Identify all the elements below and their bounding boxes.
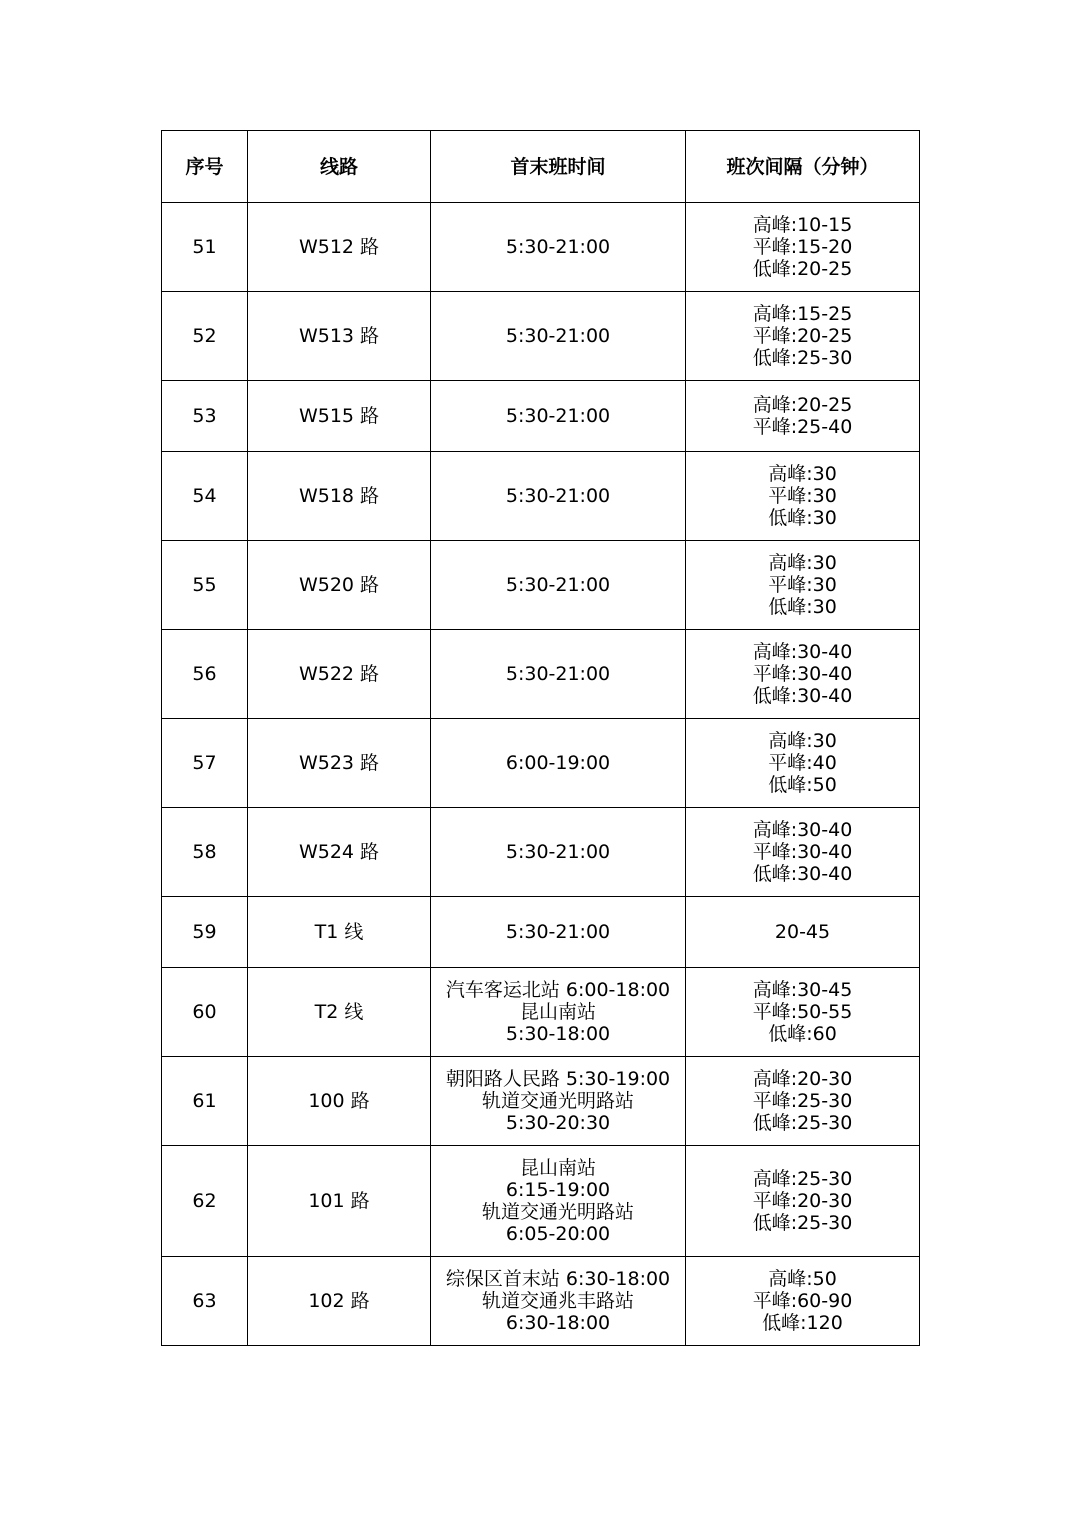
- cell-interval: [686, 719, 920, 808]
- cell-route: T1 线: [248, 897, 431, 968]
- cell-interval: [686, 292, 920, 381]
- time-line: 6:30-18:00: [505, 1312, 611, 1334]
- header-route: 线路: [248, 131, 431, 203]
- cell-seq-no: 62: [162, 1146, 248, 1257]
- table-row: [162, 1057, 920, 1146]
- cell-first-last-time: [431, 630, 686, 719]
- time-line: 5:30-21:00: [505, 841, 611, 863]
- interval-line: 高峰:15-25: [752, 303, 853, 325]
- table-row: [162, 541, 920, 630]
- time-line: 汽车客运北站 6:00-18:00: [445, 979, 671, 1001]
- time-line: 昆山南站: [519, 1157, 596, 1179]
- cell-route: W524 路: [248, 808, 431, 897]
- cell-seq-no: 53: [162, 381, 248, 452]
- table-row: [162, 897, 920, 968]
- interval-line: 低峰:30: [768, 507, 837, 529]
- interval-line: 高峰:25-30: [752, 1168, 853, 1190]
- bus-schedule-table: [161, 130, 920, 1346]
- interval-line: 平峰:30: [768, 485, 837, 507]
- time-line: 5:30-21:00: [505, 325, 611, 347]
- time-line: 5:30-20:30: [505, 1112, 611, 1134]
- table-row: [162, 1257, 920, 1346]
- interval-line: 低峰:60: [768, 1023, 837, 1045]
- interval-line: 低峰:30: [768, 596, 837, 618]
- interval-line: 20-45: [774, 921, 831, 943]
- cell-interval: [686, 452, 920, 541]
- time-line: 5:30-21:00: [505, 574, 611, 596]
- cell-first-last-time: [431, 897, 686, 968]
- cell-interval: [686, 541, 920, 630]
- interval-line: 平峰:25-40: [752, 416, 853, 438]
- interval-line: 高峰:30: [768, 730, 837, 752]
- interval-line: 高峰:30-45: [752, 979, 853, 1001]
- cell-first-last-time: [431, 968, 686, 1057]
- cell-first-last-time: [431, 203, 686, 292]
- time-line: 5:30-21:00: [505, 405, 611, 427]
- cell-seq-no: 55: [162, 541, 248, 630]
- interval-line: 平峰:60-90: [752, 1290, 853, 1312]
- cell-route: W512 路: [248, 203, 431, 292]
- cell-seq-no: 54: [162, 452, 248, 541]
- cell-route: 102 路: [248, 1257, 431, 1346]
- time-line: 6:05-20:00: [505, 1223, 611, 1245]
- interval-line: 低峰:30-40: [752, 863, 853, 885]
- interval-line: 高峰:30-40: [752, 819, 853, 841]
- cell-route: T2 线: [248, 968, 431, 1057]
- cell-first-last-time: [431, 1257, 686, 1346]
- table-row: [162, 1146, 920, 1257]
- cell-seq-no: 60: [162, 968, 248, 1057]
- interval-line: 高峰:30-40: [752, 641, 853, 663]
- cell-seq-no: 58: [162, 808, 248, 897]
- cell-first-last-time: [431, 1146, 686, 1257]
- table-row: [162, 452, 920, 541]
- time-line: 5:30-21:00: [505, 663, 611, 685]
- cell-route: W520 路: [248, 541, 431, 630]
- cell-seq-no: 59: [162, 897, 248, 968]
- interval-line: 平峰:40: [768, 752, 837, 774]
- table-row: [162, 203, 920, 292]
- interval-line: 低峰:25-30: [752, 1212, 853, 1234]
- interval-line: 高峰:20-25: [752, 394, 853, 416]
- interval-line: 平峰:15-20: [752, 236, 853, 258]
- cell-first-last-time: [431, 292, 686, 381]
- interval-line: 高峰:30: [768, 463, 837, 485]
- cell-interval: [686, 1257, 920, 1346]
- cell-interval: [686, 203, 920, 292]
- cell-first-last-time: [431, 719, 686, 808]
- table-row: [162, 808, 920, 897]
- interval-line: 低峰:25-30: [752, 347, 853, 369]
- interval-line: 低峰:25-30: [752, 1112, 853, 1134]
- cell-first-last-time: [431, 452, 686, 541]
- time-line: 轨道交通光明路站: [481, 1201, 634, 1223]
- cell-interval: [686, 630, 920, 719]
- cell-seq-no: 51: [162, 203, 248, 292]
- cell-interval: [686, 897, 920, 968]
- time-line: 5:30-21:00: [505, 921, 611, 943]
- cell-route: W523 路: [248, 719, 431, 808]
- interval-line: 平峰:20-30: [752, 1190, 853, 1212]
- time-line: 6:00-19:00: [505, 752, 611, 774]
- cell-interval: [686, 968, 920, 1057]
- cell-first-last-time: [431, 1057, 686, 1146]
- cell-route: W515 路: [248, 381, 431, 452]
- cell-seq-no: 61: [162, 1057, 248, 1146]
- time-line: 6:15-19:00: [505, 1179, 611, 1201]
- cell-route: W518 路: [248, 452, 431, 541]
- interval-line: 低峰:50: [768, 774, 837, 796]
- interval-line: 高峰:50: [768, 1268, 837, 1290]
- time-line: 5:30-18:00: [505, 1023, 611, 1045]
- cell-route: 100 路: [248, 1057, 431, 1146]
- cell-route: 101 路: [248, 1146, 431, 1257]
- cell-seq-no: 63: [162, 1257, 248, 1346]
- interval-line: 低峰:30-40: [752, 685, 853, 707]
- time-line: 朝阳路人民路 5:30-19:00: [445, 1068, 671, 1090]
- table-row: [162, 630, 920, 719]
- interval-line: 平峰:30: [768, 574, 837, 596]
- time-line: 轨道交通光明路站: [481, 1090, 634, 1112]
- interval-line: 高峰:10-15: [752, 214, 853, 236]
- cell-seq-no: 57: [162, 719, 248, 808]
- cell-interval: [686, 1146, 920, 1257]
- cell-interval: [686, 381, 920, 452]
- interval-line: 平峰:25-30: [752, 1090, 853, 1112]
- time-line: 5:30-21:00: [505, 236, 611, 258]
- cell-interval: [686, 808, 920, 897]
- table-row: [162, 292, 920, 381]
- interval-line: 高峰:30: [768, 552, 837, 574]
- interval-line: 低峰:20-25: [752, 258, 853, 280]
- cell-seq-no: 52: [162, 292, 248, 381]
- interval-line: 平峰:30-40: [752, 663, 853, 685]
- cell-interval: [686, 1057, 920, 1146]
- time-line: 昆山南站: [519, 1001, 596, 1023]
- time-line: 轨道交通兆丰路站: [481, 1290, 634, 1312]
- interval-line: 平峰:50-55: [752, 1001, 853, 1023]
- header-seq-no: 序号: [162, 131, 248, 203]
- header-first-last-time: 首末班时间: [431, 131, 686, 203]
- cell-first-last-time: [431, 381, 686, 452]
- table-row: [162, 968, 920, 1057]
- header-interval: 班次间隔（分钟）: [686, 131, 920, 203]
- cell-seq-no: 56: [162, 630, 248, 719]
- interval-line: 平峰:30-40: [752, 841, 853, 863]
- table-row: [162, 719, 920, 808]
- interval-line: 平峰:20-25: [752, 325, 853, 347]
- table-body: [162, 203, 920, 1346]
- cell-route: W513 路: [248, 292, 431, 381]
- interval-line: 低峰:120: [762, 1312, 843, 1334]
- cell-first-last-time: [431, 541, 686, 630]
- cell-route: W522 路: [248, 630, 431, 719]
- interval-line: 高峰:20-30: [752, 1068, 853, 1090]
- header-row: [162, 131, 920, 203]
- time-line: 5:30-21:00: [505, 485, 611, 507]
- cell-first-last-time: [431, 808, 686, 897]
- table-row: [162, 381, 920, 452]
- time-line: 综保区首末站 6:30-18:00: [445, 1268, 671, 1290]
